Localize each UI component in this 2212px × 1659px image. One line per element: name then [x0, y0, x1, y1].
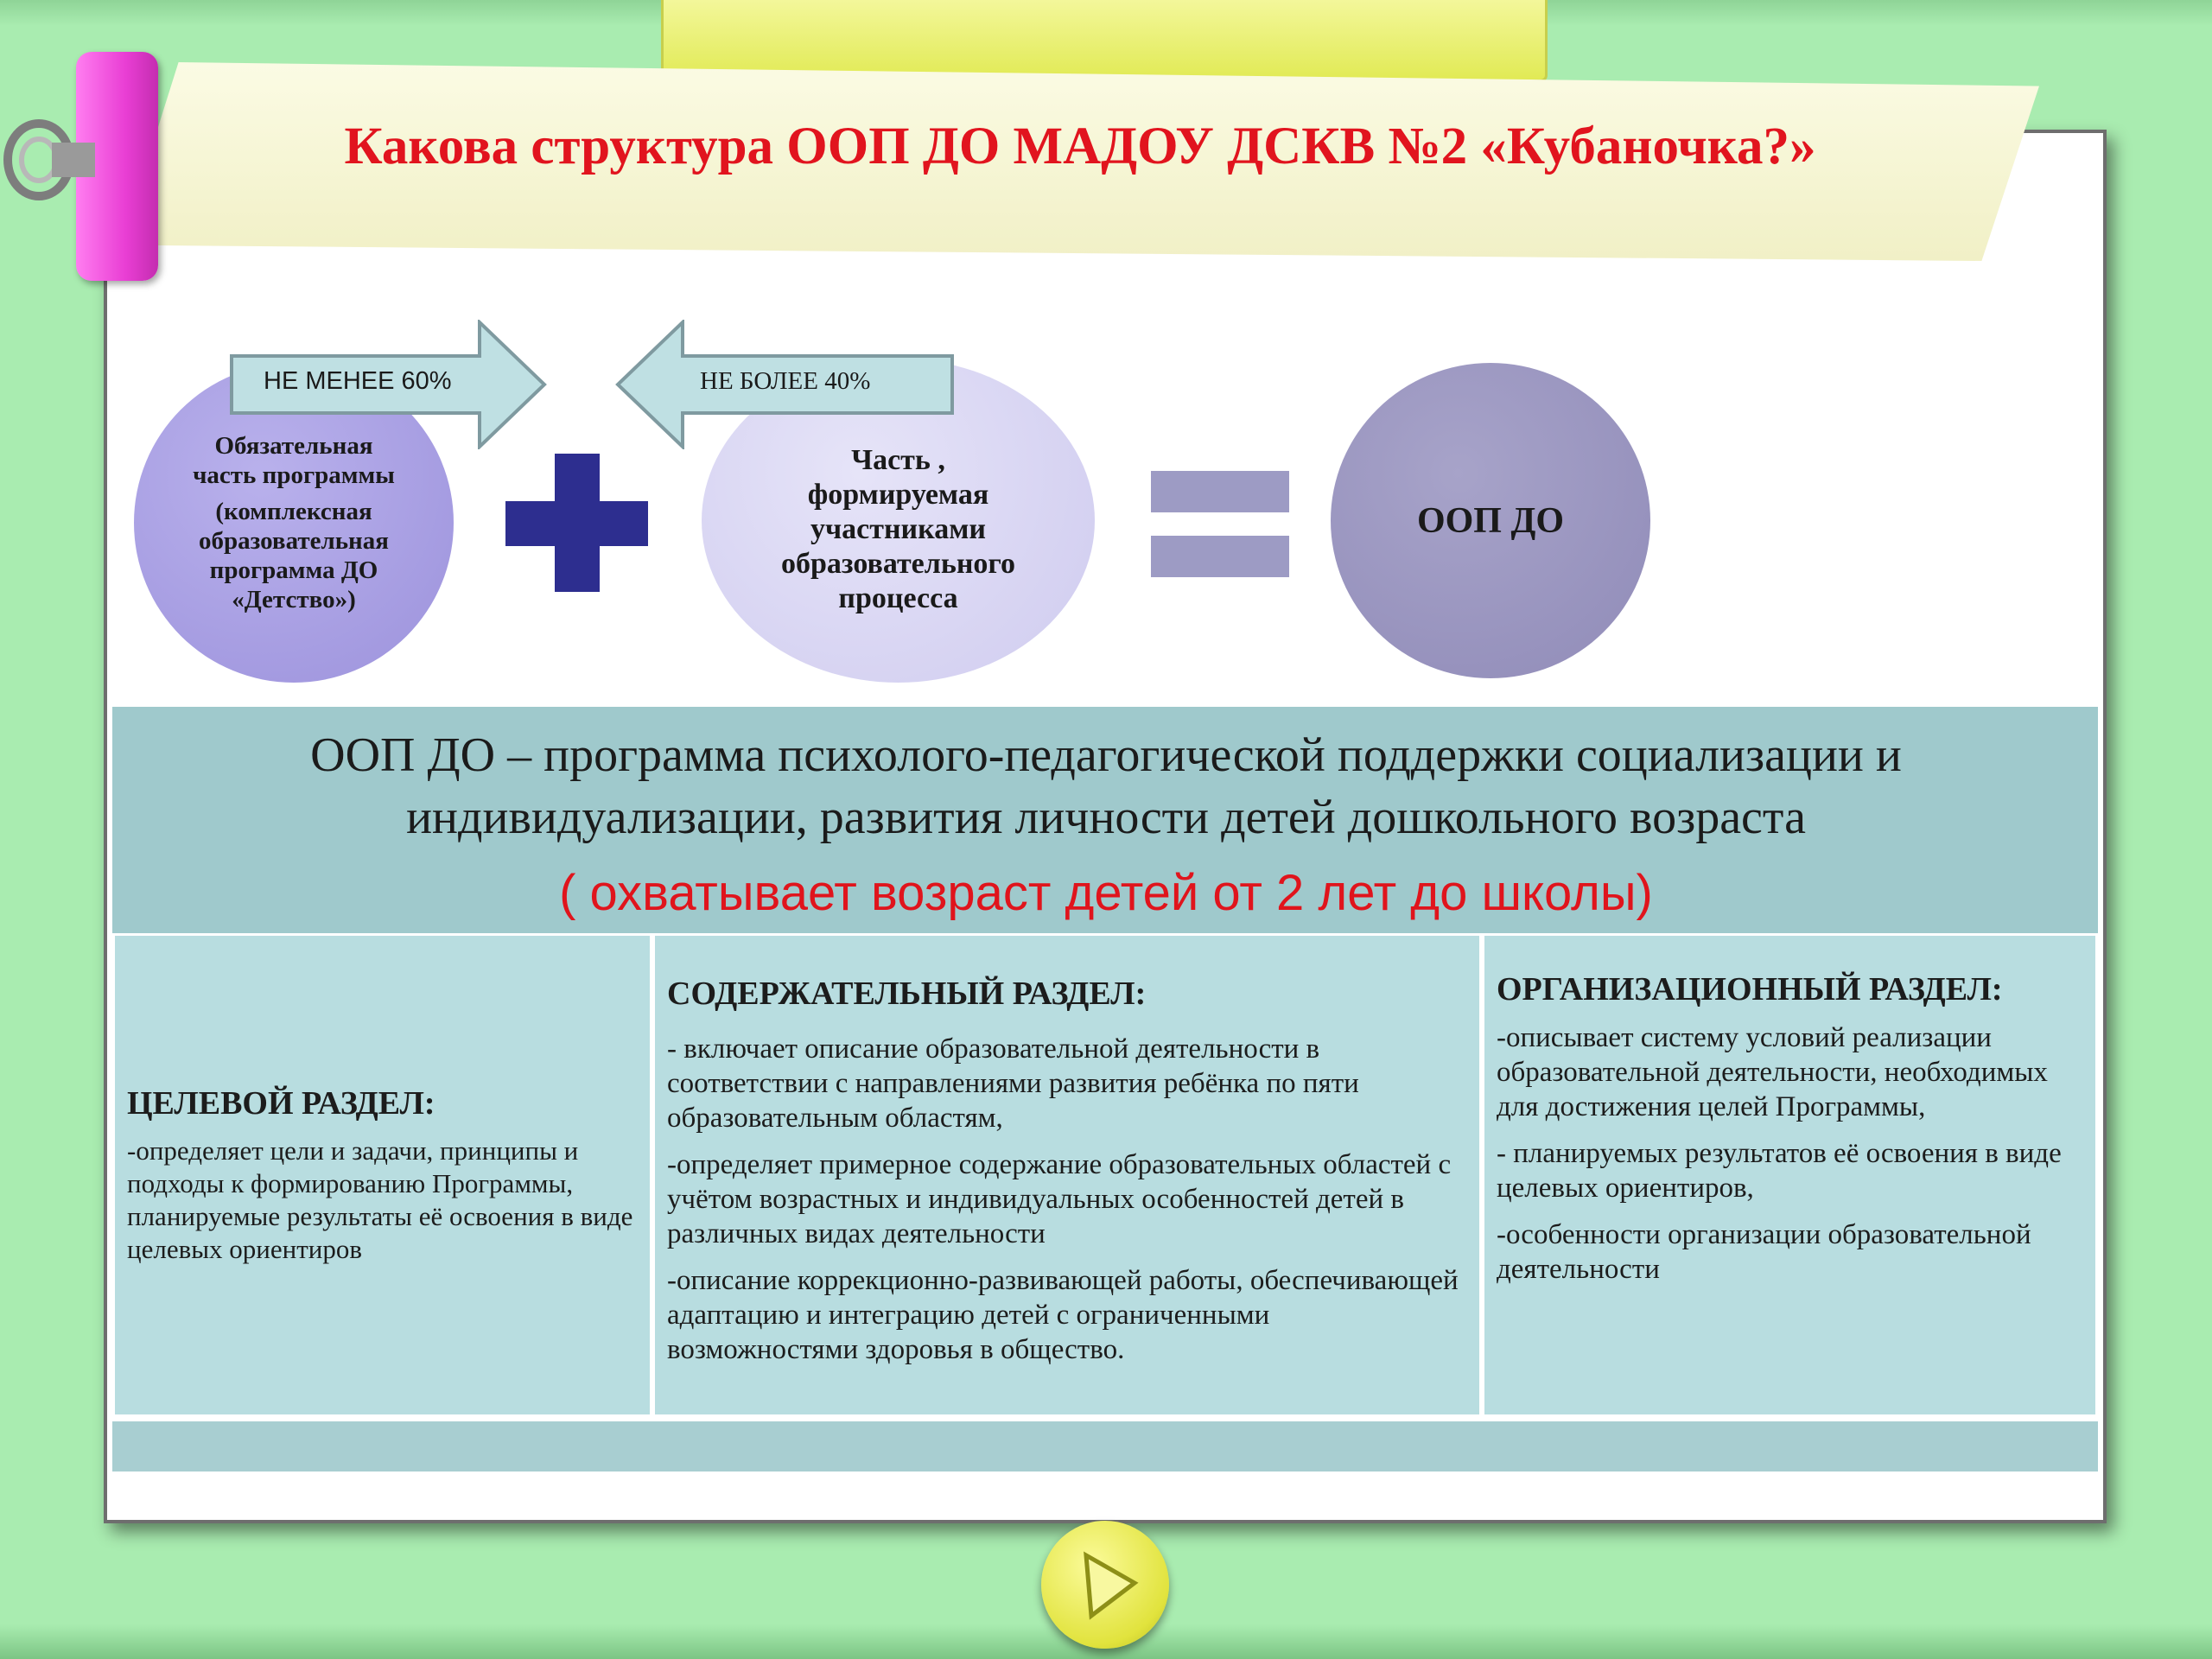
organizational-heading: ОРГАНИЗАЦИОННЫЙ РАЗДЕЛ: [1497, 971, 2003, 1007]
organizational-paragraph: -описывает систему условий реализации образовательной деятельности, необходимых для достижения целей Программы, [1497, 1022, 2048, 1122]
mandatory-line: «Детство») [232, 586, 356, 613]
variable-line: образовательного [780, 547, 1016, 580]
equals-icon [1151, 471, 1289, 512]
plus-icon [505, 454, 648, 592]
content-paragraph: - включает описание образовательной деятельности в соответствии с направлениями развития ребёнка по пяти образовательным областям, [667, 1033, 1359, 1134]
bottom-strip [112, 1421, 2098, 1471]
mandatory-line: Обязательная [214, 432, 373, 460]
binder-clip-icon [0, 112, 95, 207]
result-label: ООП ДО [1416, 500, 1565, 541]
sections-table [112, 933, 2098, 1417]
page-title: Какова структура ООП ДО МАДОУ ДСКВ №2 «Кубаночка?» [344, 118, 1816, 175]
target-text: -определяет цели и задачи, принципы и подходы к формированию Программы, планируемые результаты её освоения в виде целевых ориентиров [127, 1135, 633, 1264]
definition-text [121, 724, 2091, 849]
age-note: ( охватывает возраст детей от 2 лет до школы) [559, 865, 1653, 921]
min-60-label: НЕ МЕНЕЕ 60% [264, 367, 452, 395]
play-next-icon [1041, 1521, 1169, 1649]
variable-line: процесса [838, 582, 958, 614]
organizational-section [1482, 933, 2098, 1417]
result-circle [1331, 363, 1650, 678]
mandatory-line: (комплексная [215, 498, 372, 525]
equals-icon [1151, 536, 1289, 577]
definition-line: индивидуализации, развития личности детей дошкольного возраста [406, 791, 1806, 844]
target-heading: ЦЕЛЕВОЙ РАЗДЕЛ: [127, 1085, 435, 1122]
mandatory-line: программа ДО [209, 556, 378, 584]
max-40-label: НЕ БОЛЕЕ 40% [700, 367, 871, 395]
next-slide-button[interactable] [1041, 1521, 1169, 1649]
variable-line: формируемая [807, 478, 989, 511]
variable-line: Часть , [851, 443, 945, 476]
content-heading: СОДЕРЖАТЕЛЬНЫЙ РАЗДЕЛ: [667, 976, 1147, 1012]
organizational-paragraph: -особенности организации образовательной деятельности [1497, 1219, 2031, 1285]
content-paragraph: -описание коррекционно-развивающей работы, обеспечивающей адаптацию и интеграцию детей с ограниченными возможностями здоровья в общество. [667, 1265, 1459, 1365]
organizational-paragraph: - планируемых результатов её освоения в виде целевых ориентиров, [1497, 1138, 2062, 1204]
mandatory-line: образовательная [199, 527, 389, 555]
mandatory-line: часть программы [193, 461, 395, 489]
yellow-tab [661, 0, 1548, 82]
content-section [652, 933, 1482, 1417]
target-section [112, 933, 652, 1417]
variable-line: участниками [810, 512, 986, 545]
content-paragraph: -определяет примерное содержание образовательных областей с учётом возрастных и индивидуальных особенностей детей в различных видах деятельности [667, 1149, 1452, 1249]
definition-line: ООП ДО – программа психолого-педагогической поддержки социализации и [310, 728, 1902, 782]
